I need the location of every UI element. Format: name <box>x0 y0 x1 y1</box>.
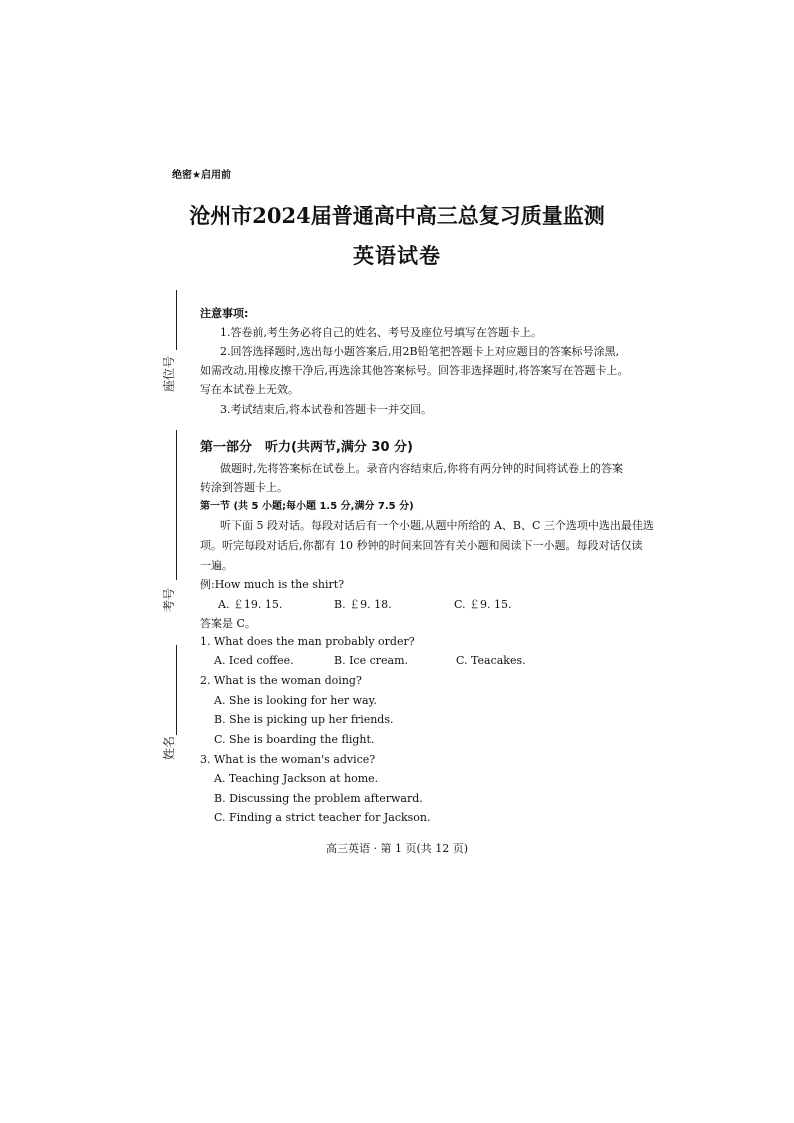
example-option-c: C. ￡9. 15. <box>454 598 512 611</box>
q1-option-a: A. Iced coffee. <box>214 654 294 667</box>
page-footer: 高三英语 · 第 1 页(共 12 页) <box>325 842 469 855</box>
name-line <box>176 645 177 735</box>
exam-title: 沧州市2024届普通高中高三总复习质量监测 <box>189 203 605 228</box>
note-item-2b: 如需改动,用橡皮擦干净后,再选涂其他答案标号。回答非选择题时,将答案写在答题卡上。 <box>200 364 629 377</box>
q2-option-c: C. She is boarding the flight. <box>214 733 375 746</box>
seat-label: 座位号 <box>162 355 176 392</box>
section1-text-c: 一遍。 <box>200 559 233 572</box>
q3-option-b: B. Discussing the problem afterward. <box>214 792 423 805</box>
exam-subtitle: 英语试卷 <box>353 243 441 268</box>
q3-option-c: C. Finding a strict teacher for Jackson. <box>214 811 431 824</box>
exam-no-label: 考号 <box>162 587 176 612</box>
q2-option-a: A. She is looking for her way. <box>214 694 377 707</box>
note-item-1: 1.答卷前,考生务必将自己的姓名、考号及座位号填写在答题卡上。 <box>220 326 542 339</box>
section1-heading: 第一节 (共 5 小题;每小题 1.5 分,满分 7.5 分) <box>200 501 414 512</box>
q2-option-b: B. She is picking up her friends. <box>214 713 394 726</box>
example-question: 例:How much is the shirt? <box>200 578 345 591</box>
question-3: 3. What is the woman's advice? <box>200 753 376 766</box>
q1-option-c: C. Teacakes. <box>456 654 526 667</box>
question-1: 1. What does the man probably order? <box>200 635 415 648</box>
part1-intro-a: 做题时,先将答案标在试卷上。录音内容结束后,你将有两分钟的时间将试卷上的答案 <box>220 462 623 475</box>
notes-heading: 注意事项: <box>200 307 249 320</box>
part1-heading: 第一部分 听力(共两节,满分 30 分) <box>200 440 413 455</box>
confidential-mark: 绝密★启用前 <box>172 170 231 181</box>
example-option-a: A. ￡19. 15. <box>218 598 283 611</box>
example-answer: 答案是 C。 <box>200 617 256 630</box>
q1-option-b: B. Ice cream. <box>334 654 409 667</box>
note-item-2c: 写在本试卷上无效。 <box>200 383 299 396</box>
exam-no-line <box>176 430 177 580</box>
section1-text-a: 听下面 5 段对话。每段对话后有一个小题,从题中所给的 A、B、C 三个选项中选出最佳选 <box>220 519 654 532</box>
name-label: 姓名 <box>162 735 176 760</box>
part1-intro-b: 转涂到答题卡上。 <box>200 481 288 494</box>
section1-text-b: 项。听完每段对话后,你都有 10 秒钟的时间来回答有关小题和阅读下一小题。每段对话仅读 <box>200 539 643 552</box>
note-item-3: 3.考试结束后,将本试卷和答题卡一并交回。 <box>220 403 432 416</box>
question-2: 2. What is the woman doing? <box>200 674 362 687</box>
seat-line <box>176 290 177 350</box>
q3-option-a: A. Teaching Jackson at home. <box>214 772 379 785</box>
example-option-b: B. ￡9. 18. <box>334 598 392 611</box>
note-item-2a: 2.回答选择题时,选出每小题答案后,用2B铅笔把答题卡上对应题目的答案标号涂黑, <box>220 345 620 358</box>
